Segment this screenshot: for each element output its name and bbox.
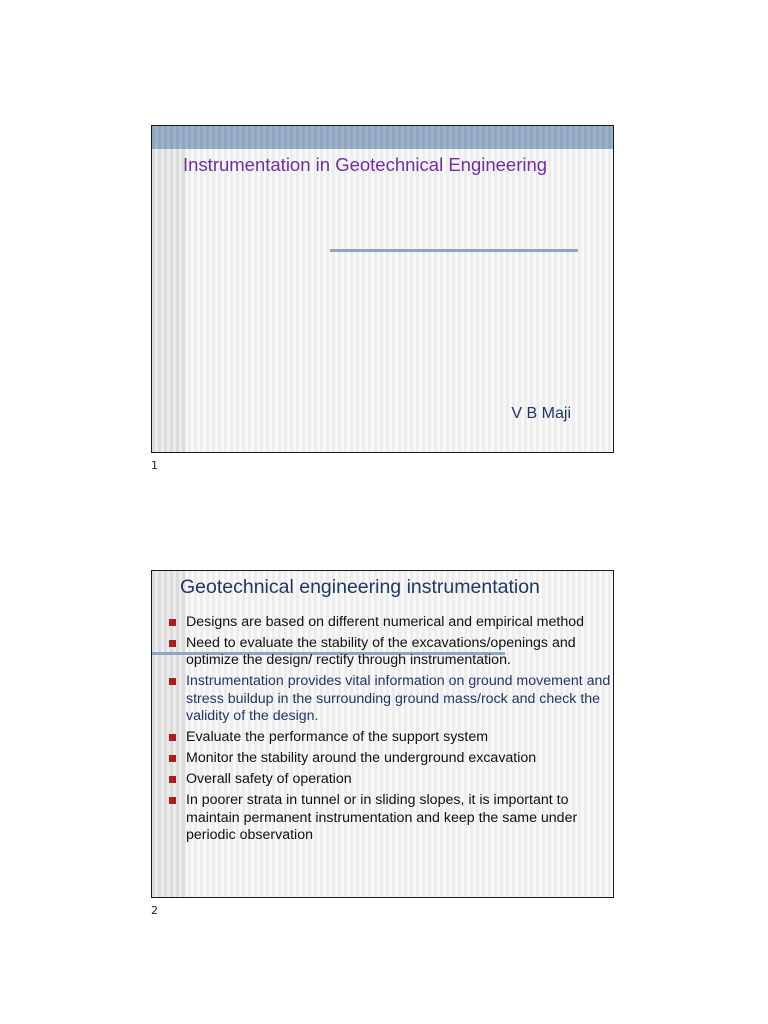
bullet-item — [168, 635, 613, 670]
square-bullet-icon — [169, 755, 176, 762]
square-bullet-icon — [169, 619, 176, 626]
author-name: V B Maji — [511, 405, 571, 422]
bullet-text: Designs are based on different numerical and empirical method — [186, 614, 584, 630]
bullet-item — [168, 614, 613, 631]
bullet-item — [168, 673, 613, 725]
bullet-item — [168, 750, 613, 767]
slide-header-band — [152, 126, 613, 149]
bullet-text: Evaluate the performance of the support system — [186, 729, 489, 746]
page-number-2: 2 — [151, 904, 158, 917]
bullet-item — [168, 792, 613, 844]
bullet-item — [168, 729, 613, 746]
bullet-list — [168, 614, 613, 848]
square-bullet-icon — [169, 734, 176, 741]
square-bullet-icon — [169, 797, 176, 804]
title-accent-line — [330, 249, 578, 252]
square-bullet-icon — [169, 776, 176, 783]
square-bullet-icon — [169, 640, 176, 647]
bullet-text: Need to evaluate the stability of the excavations/openings and optimize the design/ rectify through instrumentation. — [186, 635, 576, 669]
slide-2-title: Geotechnical engineering instrumentation — [180, 576, 540, 598]
bullet-text: Instrumentation provides vital information on ground movement and stress buildup in the surrounding ground mass/rock and check the validity of the design. — [186, 673, 611, 725]
bullet-text: Monitor the stability around the underground excavation — [186, 750, 537, 767]
slide-1 — [151, 125, 614, 453]
bullet-text: In poorer strata in tunnel or in sliding slopes, it is important to maintain permanent instrumentation and keep the same under periodic observation — [186, 792, 578, 844]
slide-left-shade — [152, 126, 186, 452]
slide-1-title: Instrumentation in Geotechnical Engineering — [183, 154, 548, 175]
slide-2 — [151, 570, 614, 898]
page-number-1: 1 — [151, 459, 158, 472]
square-bullet-icon — [169, 678, 176, 685]
bullet-text: Overall safety of operation — [186, 771, 352, 788]
bullet-item — [168, 771, 613, 788]
